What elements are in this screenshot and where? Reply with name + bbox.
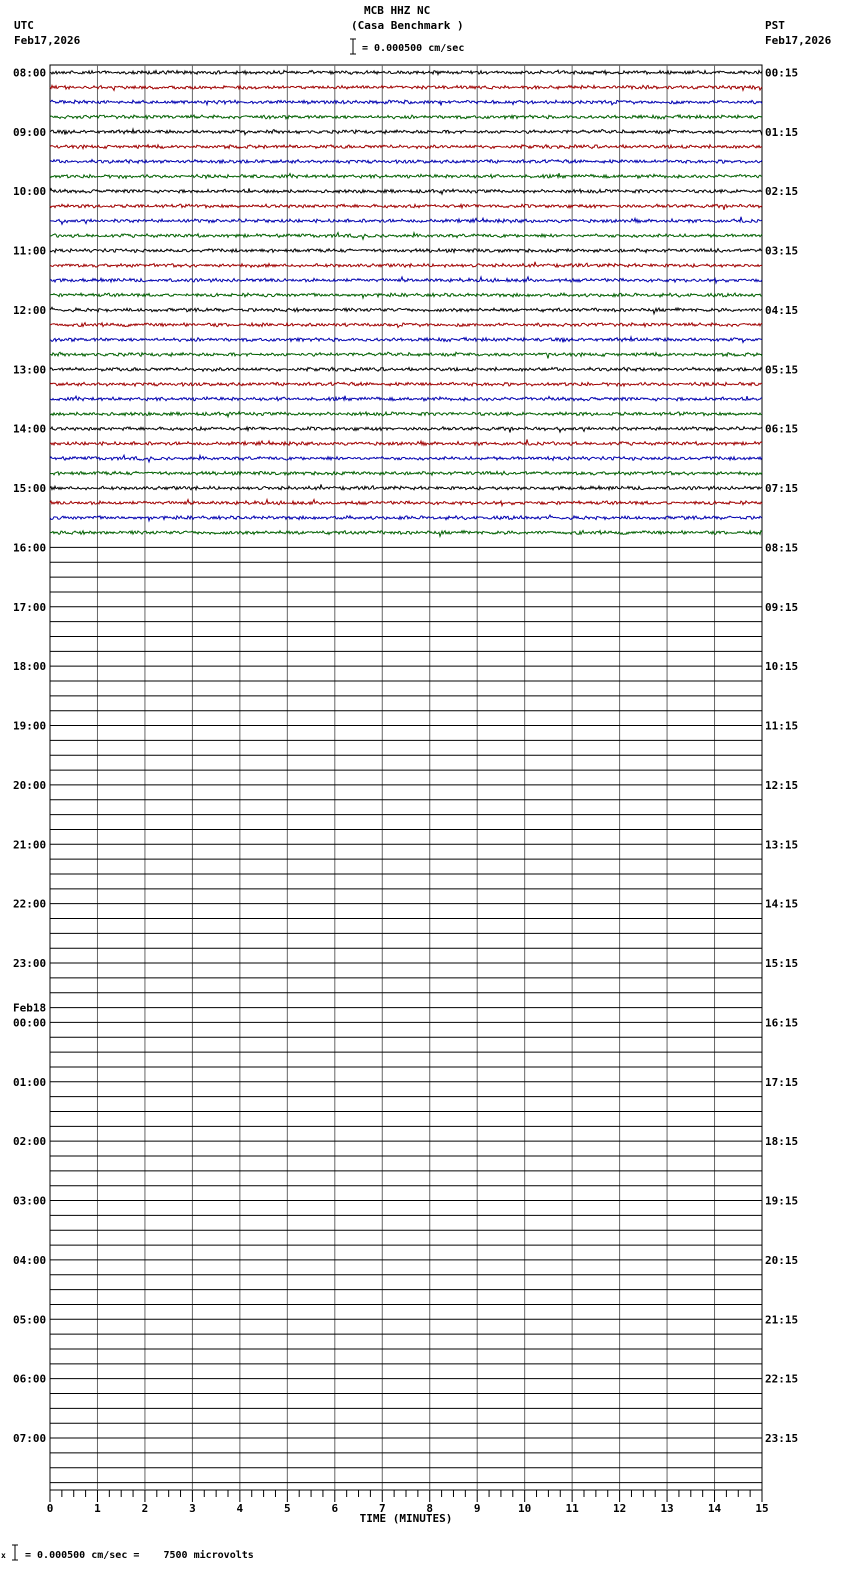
- pst-hour-label: 06:15: [765, 422, 799, 436]
- x-tick-label: 8: [426, 1502, 434, 1515]
- seismic-trace: [50, 129, 762, 136]
- seismic-trace: [50, 455, 762, 462]
- pst-hour-label: 14:15: [765, 897, 799, 911]
- utc-hour-label: 07:00: [13, 1432, 47, 1446]
- x-tick-label: 4: [236, 1502, 244, 1515]
- x-tick-label: 1: [94, 1502, 101, 1515]
- footer-marker: x: [1, 1551, 6, 1560]
- seismic-trace: [50, 233, 762, 240]
- footer-scale-label: = 0.000500 cm/sec = 7500 microvolts: [25, 1550, 254, 1561]
- seismic-trace: [50, 500, 762, 506]
- pst-hour-label: 01:15: [765, 125, 799, 139]
- utc-hour-label: 04:00: [13, 1253, 47, 1267]
- utc-date-label: Feb18: [13, 1001, 47, 1015]
- seismic-trace: [50, 145, 762, 149]
- seismic-trace: [50, 262, 762, 268]
- x-tick-label: 10: [518, 1502, 532, 1515]
- seismic-trace: [50, 100, 762, 105]
- utc-hour-label: 06:00: [13, 1372, 47, 1386]
- seismic-trace: [50, 249, 762, 253]
- pst-hour-label: 19:15: [765, 1194, 799, 1208]
- left-timezone: UTC: [14, 19, 34, 32]
- pst-hour-label: 09:15: [765, 600, 799, 614]
- utc-hour-label: 20:00: [13, 778, 47, 792]
- pst-hour-label: 04:15: [765, 303, 799, 317]
- pst-hour-label: 15:15: [765, 957, 799, 971]
- pst-hour-label: 08:15: [765, 541, 799, 555]
- pst-hour-label: 05:15: [765, 363, 799, 377]
- x-tick-label: 2: [141, 1502, 149, 1515]
- utc-hour-label: 08:00: [13, 66, 47, 80]
- seismic-trace: [50, 396, 762, 401]
- seismic-trace: [50, 188, 762, 194]
- seismic-trace: [50, 427, 762, 433]
- utc-hour-label: 19:00: [13, 719, 47, 733]
- utc-hour-label: 17:00: [13, 600, 47, 614]
- utc-hour-label: 22:00: [13, 897, 47, 911]
- seismic-trace: [50, 352, 762, 358]
- x-axis-title: TIME (MINUTES): [359, 1512, 453, 1525]
- seismic-trace: [50, 293, 762, 298]
- x-tick-label: 0: [46, 1502, 54, 1515]
- x-tick-label: 11: [565, 1502, 579, 1515]
- pst-hour-label: 03:15: [765, 244, 799, 258]
- seismic-trace: [50, 277, 762, 283]
- utc-hour-label: 11:00: [13, 244, 47, 258]
- seismic-trace: [50, 531, 762, 537]
- seismic-trace: [50, 337, 762, 342]
- pst-hour-label: 00:15: [765, 66, 799, 80]
- seismic-trace: [50, 439, 762, 445]
- pst-hour-label: 22:15: [765, 1372, 799, 1386]
- pst-hour-label: 07:15: [765, 482, 799, 496]
- x-tick-label: 9: [473, 1502, 481, 1515]
- seismic-trace: [50, 115, 762, 119]
- left-date: Feb17,2026: [14, 34, 81, 47]
- seismic-trace: [50, 412, 762, 417]
- seismic-trace: [50, 307, 762, 313]
- seismic-trace: [50, 160, 762, 164]
- footer-scale-bar-icon: [9, 1544, 21, 1562]
- scale-label: = 0.000500 cm/sec: [362, 43, 465, 54]
- utc-hour-label: 12:00: [13, 303, 47, 317]
- utc-hour-label: 21:00: [13, 838, 47, 852]
- x-tick-label: 7: [378, 1502, 386, 1515]
- pst-hour-label: 18:15: [765, 1135, 799, 1149]
- utc-hour-label: 13:00: [13, 363, 47, 377]
- x-tick-label: 13: [660, 1502, 674, 1515]
- utc-hour-label: 01:00: [13, 1075, 47, 1089]
- seismic-trace: [50, 173, 762, 178]
- seismic-trace: [50, 484, 762, 490]
- seismic-trace: [50, 367, 762, 371]
- station-location: (Casa Benchmark ): [351, 19, 464, 32]
- x-tick-label: 14: [707, 1502, 722, 1515]
- seismic-trace: [50, 515, 762, 521]
- utc-hour-label: 02:00: [13, 1135, 47, 1149]
- pst-hour-label: 20:15: [765, 1253, 799, 1267]
- utc-hour-label: 15:00: [13, 482, 47, 496]
- pst-hour-label: 21:15: [765, 1313, 799, 1327]
- pst-hour-label: 13:15: [765, 838, 799, 852]
- x-tick-label: 3: [189, 1502, 196, 1515]
- utc-hour-label: 00:00: [13, 1016, 47, 1030]
- pst-hour-label: 02:15: [765, 185, 799, 199]
- utc-hour-label: 18:00: [13, 660, 47, 674]
- right-timezone: PST: [765, 19, 785, 32]
- utc-hour-label: 10:00: [13, 185, 47, 199]
- x-tick-label: 6: [331, 1502, 339, 1515]
- x-tick-label: 12: [612, 1502, 627, 1515]
- seismic-trace: [50, 204, 762, 210]
- right-date: Feb17,2026: [765, 34, 832, 47]
- utc-hour-label: 23:00: [13, 957, 47, 971]
- utc-hour-label: 05:00: [13, 1313, 47, 1327]
- pst-hour-label: 11:15: [765, 719, 799, 733]
- station-title: MCB HHZ NC: [364, 4, 431, 17]
- pst-hour-label: 17:15: [765, 1075, 799, 1089]
- utc-hour-label: 14:00: [13, 422, 47, 436]
- x-tick-label: 5: [284, 1502, 291, 1515]
- seismic-trace: [50, 382, 762, 386]
- seismic-trace: [50, 471, 762, 475]
- seismic-trace: [50, 323, 762, 328]
- seismic-trace: [50, 70, 762, 74]
- seismic-trace: [50, 85, 762, 90]
- x-tick-label: 15: [755, 1502, 769, 1515]
- seismic-trace: [50, 217, 762, 225]
- pst-hour-label: 12:15: [765, 778, 799, 792]
- utc-hour-label: 16:00: [13, 541, 47, 555]
- pst-hour-label: 10:15: [765, 660, 799, 674]
- plot-frame: [50, 65, 762, 1490]
- utc-hour-label: 03:00: [13, 1194, 47, 1208]
- pst-hour-label: 16:15: [765, 1016, 799, 1030]
- utc-hour-label: 09:00: [13, 125, 47, 139]
- pst-hour-label: 23:15: [765, 1432, 799, 1446]
